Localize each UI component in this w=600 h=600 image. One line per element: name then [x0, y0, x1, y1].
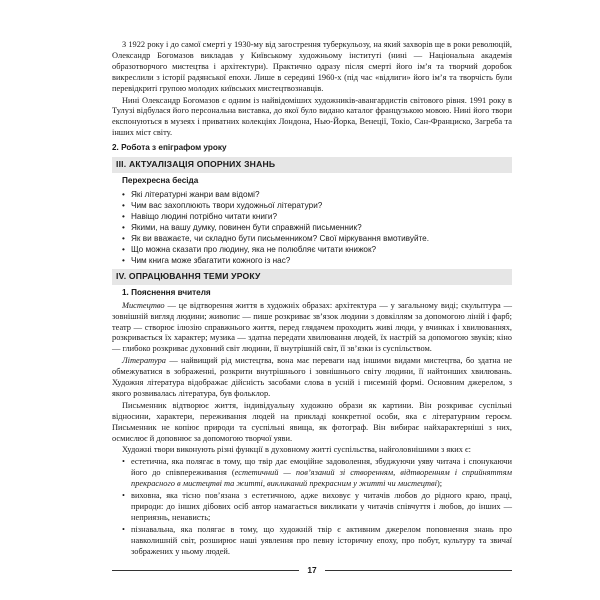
function-text: естетична, яка полягає в тому, що твір дає емоційне задоволення, збуджуючи уяву читача і спонукаючи його до співпереживання ( — [131, 457, 512, 478]
intro-paragraph-2: Нині Олександр Богомазов є одним із найвідоміших художників-авангардистів світового рівня. 1991 року в Тулузі відбулася його персональна виставка, до якої було видано каталог французькою мовою. Нині його твори експонуються в музеях і приватних колекціях Лондона, Нью-Йорка, Венеції, Токіо, Сан-Франциско, Загреба та інших міст світу. — [112, 95, 512, 138]
section-3-heading-box — [112, 157, 512, 173]
footer-rule-right — [325, 570, 512, 571]
section-4-heading: ІV. ОПРАЦЮВАННЯ ТЕМИ УРОКУ — [116, 270, 261, 281]
question-item: • Чим вас захоплюють твори художньої літератури? — [122, 200, 512, 211]
art-definition-paragraph — [112, 301, 512, 356]
functions-intro-paragraph: Художні твори виконують різні функції в духовному житті суспільства, найголовнішими з яких є: — [122, 445, 471, 455]
function-text-end: ); — [437, 479, 443, 489]
question-item: • Чим книга може збагатити кожного із нас? — [122, 255, 512, 266]
section-3-heading: ІІІ. АКТУАЛІЗАЦІЯ ОПОРНИХ ЗНАНЬ — [116, 159, 276, 170]
literature-term: Література — [122, 356, 166, 366]
writer-paragraph: Письменник відтворює життя, індивідуальну художню образи як картини. Він розкриває суспільні відносини, характери, переживання людей на прикладі конкретної особи, яка є літературним героєм. Письменник не копіює природи та суспільні явища, як фотограф. Він вибирає найхарактерніші з них, осмислює й доповнює за допомогою творчої уяви. — [112, 400, 512, 443]
page-footer — [112, 564, 512, 576]
section-4-heading-box — [112, 269, 512, 285]
question-item: • Що можна сказати про людину, яка не полюбляє читати книжок? — [122, 244, 512, 255]
intro-paragraph-1: З 1922 року і до самої смерті у 1930-му від загострення туберкульозу, на який захворів ще в роки революцій, Олександр Богомазов викладав у Київському художньому інституті (нині — Національна академія образотворчого мистецтва і архітектури). Практично одразу після смерті його ім’я та творчий доробок викреслили з історії радянської епохи. Лише в середині 1960-х (під час «відлиги» його ім’я та творчість були перевідкриті групою молодих київських мистецтвознавців. — [112, 40, 512, 93]
section-2-title: 2. Робота з епіграфом уроку — [112, 143, 227, 153]
question-item: • Навіщо людині потрібно читати книги? — [122, 211, 512, 222]
literature-definition-text: — найвищий рід мистецтва, вона має переваги над іншими видами мистецтва, бо здатна не обмежуватися в зображенні, розкрити внутрішнього і зовнішнього світу людини, її найтонших хвилювань. Художня література відображає дійсність засобами слова в усній і писемній формі. Основним джерелом, з якого розвивалась література, був фольклор. — [112, 356, 512, 398]
function-text: пізнавальна, яка полягає в тому, що художній твір є активним джерелом поповнення знань про навколишній світ, розширює наші уявлення про певну історичну епоху, про побут, культуру та звичаї зображених у ньому людей. — [131, 524, 512, 556]
function-note: естетичний — пов’язаний зі створенням, відтворенням і сприйняттям прекрасного в мистецтві та житті, викликаний прекрасним у житті чи мистецтві — [131, 468, 512, 489]
question-item: • Якими, на вашу думку, повинен бути справжній письменник? — [122, 222, 512, 233]
question-list — [112, 189, 512, 266]
section-4-subheading: 1. Пояснення вчителя — [122, 287, 211, 297]
page-number: 17 — [307, 564, 317, 575]
literature-definition-paragraph — [112, 356, 512, 400]
footer-rule-left — [112, 570, 299, 571]
function-item-cognitive — [122, 525, 512, 558]
functions-list — [112, 457, 512, 557]
art-definition-text: — це відтворення життя в художніх образах: архітектура — у загальному виді; скульптура — зовнішній вигляд людини; живопис — пише розкриває зв’язок людини з довкіллям за допомогою ліній і фарб; театр — створює ілюзію справжнього життя, перед глядачем проходить живі люди, у вчинках і хвилюваннях, розкривається їх характер; музика — здатна передати хвилювання людей, їх настрій за допомогою звуків; кіно — глибоко розкриває духовний світ людини, її внутрішній світ, її зв’язки із суспільством. — [112, 300, 512, 354]
function-text: виховна, яка тісно пов’язана з естетичною, адже виховує у читачів любов до рідного краю, праці, природи: до інших дібових осіб автор намагається викликати у читачів співчуття і любов, до інших — неприязнь, ненависть; — [131, 491, 512, 522]
function-item-educational — [122, 491, 512, 524]
question-item: • Як ви вважаєте, чи складно бути письменником? Свої міркування вмотивуйте. — [122, 233, 512, 244]
art-term: Мистецтво — [122, 300, 165, 310]
question-item: • Які літературні жанри вам відомі? — [122, 189, 512, 200]
section-3-subheading: Перехресна бесіда — [122, 175, 199, 185]
function-item-aesthetic — [122, 457, 512, 490]
